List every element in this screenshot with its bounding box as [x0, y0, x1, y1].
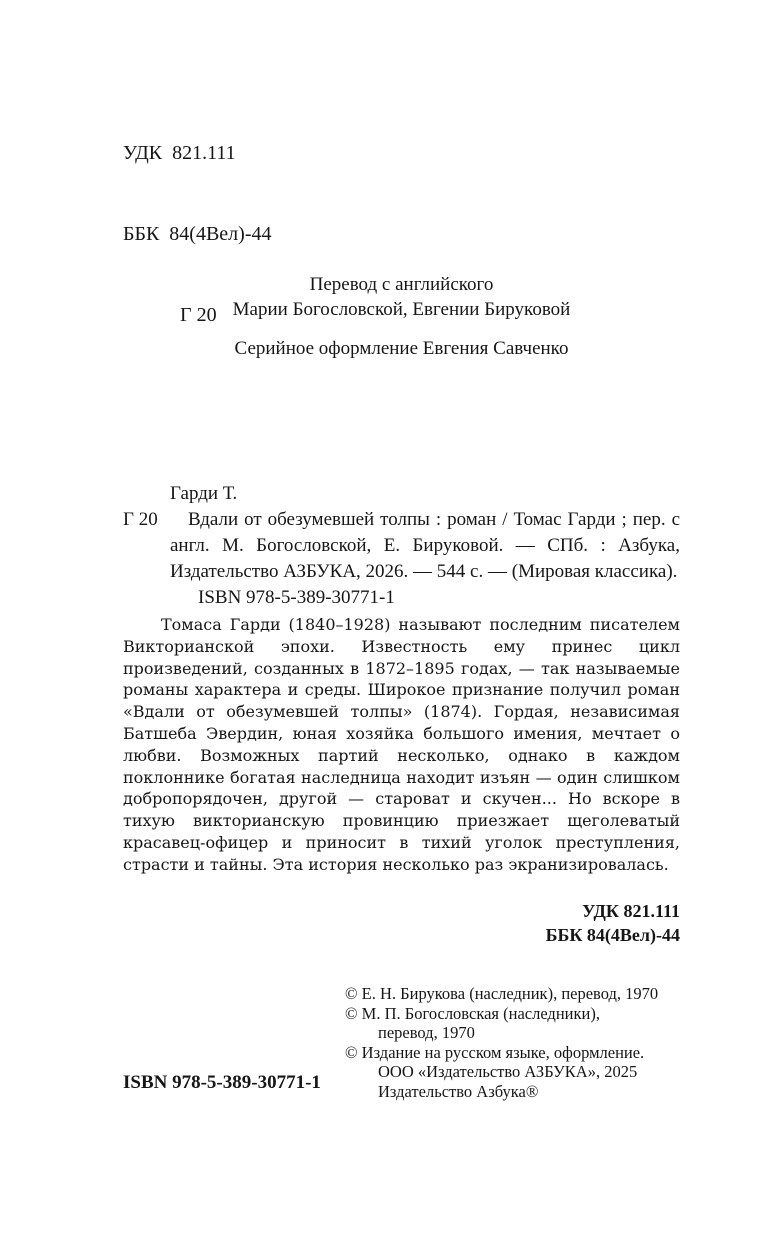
publisher-trademark: Издательство Азбука® [378, 1081, 539, 1101]
translation-title: Перевод с английского [309, 274, 494, 295]
udk-top: УДК 821.111 [123, 142, 236, 164]
copyright-block [345, 984, 690, 1101]
copyright-entry-publisher-llc: ООО «Издательство АЗБУКА», 2025 [378, 1062, 638, 1081]
copyright-entry-translator1: © Е. Н. Бирукова (наследник), перевод, 1970 [345, 984, 659, 1003]
copyright-entry-edition: © Издание на русском языке, оформление. [345, 1042, 645, 1062]
catalog-card [123, 481, 680, 876]
bbk-top: ББК 84(4Вел)-44 [123, 223, 272, 245]
author-name: Гарди Т. [170, 483, 238, 504]
isbn-main: ISBN 978-5-389-30771-1 [198, 587, 395, 608]
bibliographic-description [123, 507, 680, 585]
isbn-bottom: ISBN 978-5-389-30771-1 [123, 1072, 321, 1093]
bibliographic-text: Вдали от обезумевшей толпы : роман / Томас Гарди ; пер. с англ. М. Богословской, Е. Бируковой. — СПб. : Азбука, Издательство АЗБУКА, 2026. — 544 с. — (Мировая классика). [170, 509, 680, 582]
bbk-bottom: ББК 84(4Вел)-44 [545, 925, 680, 945]
copyright-entry-translator2: © М. П. Богословская (наследники), [345, 1003, 600, 1023]
catalog-index-top: Г 20 [180, 304, 217, 326]
udk-bottom: УДК 821.111 [582, 901, 680, 921]
copyright-entry-translator2-cont: перевод, 1970 [378, 1023, 475, 1042]
translators: Марии Богословской, Евгении Бируковой [232, 299, 571, 320]
series-design-credit: Серийное оформление Евгения Савченко [234, 338, 569, 359]
annotation-text: Томаса Гарди (1840–1928) называют последним писателем Викторианской эпохи. Известность ему принес цикл произведений, созданных в 1872–1895 годах, — так называемые романы характера и среды. Широкое признание получил роман «Вдали от обезумевшей толпы» (1874). Гордая, независимая Батшеба Эвердин, юная хозяйка большого имения, мечтает о любви. Возможных партий несколько, однако в каждом поклоннике богатая наследница находит изъян — один слишком добропорядочен, другой — староват и скучен... Но вскоре в тихую викторианскую провинцию приезжает щеголеватый красавец-офицер и приносит в тихий уголок преступления, страсти и тайны. Эта история несколько раз экранизировалась. [123, 615, 680, 874]
catalog-index-label: Г 20 [123, 509, 158, 530]
bottom-codes-block [546, 899, 680, 947]
credits-block [123, 272, 680, 361]
